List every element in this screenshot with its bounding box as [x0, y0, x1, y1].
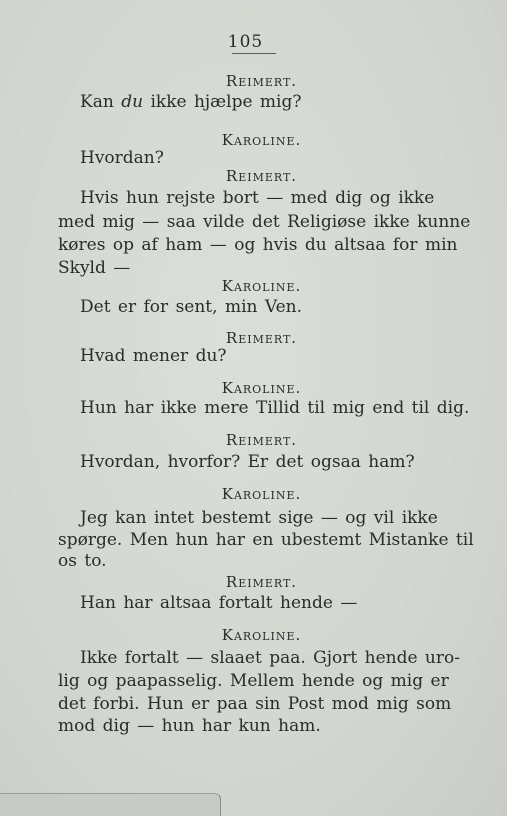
dialogue-line: lig og paapasselig. Mellem hende og mig er — [58, 671, 449, 691]
speaker-name: Karoline. — [221, 131, 302, 149]
dialogue-line: Han har altsaa fortalt hende — — [80, 593, 358, 613]
speaker-name: Karoline. — [221, 277, 302, 295]
speaker-name: Reimert. — [225, 431, 298, 449]
dialogue-line: Hvordan, hvorfor? Er det ogsaa ham? — [80, 452, 415, 472]
dialogue-line: Kan du ikke hjælpe mig? — [80, 92, 302, 112]
dialogue-line: Hvis hun rejste bort — med dig og ikke — [80, 188, 435, 208]
speaker-name: Reimert. — [225, 72, 298, 90]
dialogue-line: Skyld — — [58, 258, 131, 278]
dialogue-line: Ikke fortalt — slaaet paa. Gjort hende uro- — [80, 648, 460, 668]
dialogue-line: Jeg kan intet bestemt sige — og vil ikke — [80, 508, 438, 528]
dialogue-line: med mig — saa vilde det Religiøse ikke kunne — [58, 212, 471, 232]
dialogue-line: køres op af ham — og hvis du altsaa for min — [58, 235, 458, 255]
dialogue-line: Hun har ikke mere Tillid til mig end til dig. — [80, 398, 470, 418]
speaker-name: Karoline. — [221, 626, 302, 644]
speaker-name: Karoline. — [221, 379, 302, 397]
dialogue-line: os to. — [58, 551, 107, 571]
dialogue-line: Hvordan? — [80, 148, 164, 168]
speaker-name: Reimert. — [225, 167, 298, 185]
speaker-name: Karoline. — [221, 485, 302, 503]
dialogue-line: mod dig — hun har kun ham. — [58, 716, 321, 736]
speaker-name: Reimert. — [225, 329, 298, 347]
page-edge-shadow — [0, 793, 221, 816]
dialogue-line: Det er for sent, min Ven. — [80, 297, 302, 317]
dialogue-line: Hvad mener du? — [80, 346, 227, 366]
dialogue-line: det forbi. Hun er paa sin Post mod mig som — [58, 694, 452, 714]
speaker-name: Reimert. — [225, 573, 298, 591]
dialogue-line: spørge. Men hun har en ubestemt Mistanke til — [58, 530, 474, 550]
page-number: 105 — [0, 32, 499, 54]
